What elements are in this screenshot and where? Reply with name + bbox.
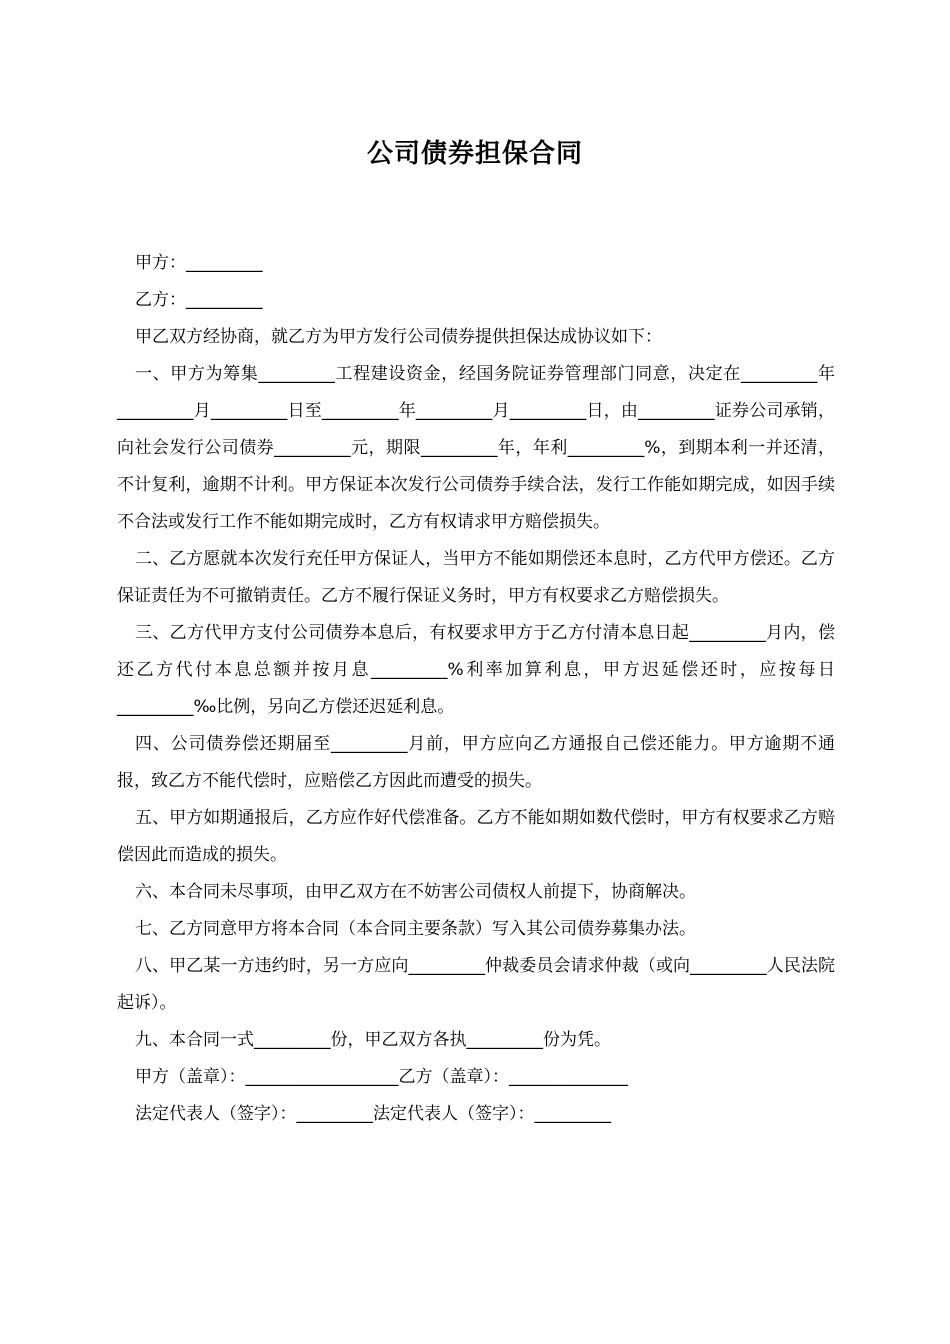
clause-6: 六、本合同未尽事项，由甲乙双方在不妨害公司债权人前提下，协商解决。 xyxy=(135,882,696,902)
representative-signature-line: 法定代表人（签字）：_________法定代表人（签字）：_________ xyxy=(135,1104,611,1124)
clause-9: 九、本合同一式_________份，甲乙双方各执_________份为凭。 xyxy=(135,1030,611,1050)
document-title: 公司债券担保合同 xyxy=(366,139,583,169)
seal-line: 甲方（盖章）：__________________乙方（盖章）：______________ xyxy=(135,1067,628,1087)
intro-paragraph: 甲乙双方经协商，就乙方为甲方发行公司债券提供担保达成协议如下： xyxy=(135,327,662,347)
party-a-line: 甲方：_________ xyxy=(135,253,263,273)
clause-2: 二、乙方愿就本次发行充任甲方保证人，当甲方不能如期偿还本息时，乙方代甲方偿还。乙方保证责任为不可撤销责任。乙方不履行保证义务时，甲方有权要求乙方赔偿损失。 xyxy=(117,549,835,606)
clause-4: 四、公司债券偿还期届至_________月前，甲方应向乙方通报自己偿还能力。甲方逾期不通报，致乙方不能代偿时，应赔偿乙方因此而遭受的损失。 xyxy=(117,734,835,791)
party-b-line: 乙方：_________ xyxy=(135,290,263,310)
clause-1: 一、甲方为筹集_________工程建设资金，经国务院证券管理部门同意，决定在_________年_________月_________日至_________年_________月_________日，由_________证券公司承销，向社会发行公司债券_________元，期限_________年，年利_________%，到期本利一并还清，不计复利，逾期不计利。甲方保证本次发行公司债券手续合法，发行工作能如期完成，如因手续不合法或发行工作不能如期完成时，乙方有权请求甲方赔偿损失。 xyxy=(117,364,835,532)
clause-5: 五、甲方如期通报后，乙方应作好代偿准备。乙方不能如期如数代偿时，甲方有权要求乙方赔偿因此而造成的损失。 xyxy=(117,808,835,865)
clause-3: 三、乙方代甲方支付公司债券本息后，有权要求甲方于乙方付清本息日起_________月内，偿还乙方代付本息总额并按月息_________%利率加算利息，甲方迟延偿还时，应按每日_________‰比例，另向乙方偿还迟延利息。 xyxy=(117,623,835,717)
clause-8: 八、甲乙某一方违约时，另一方应向_________仲裁委员会请求仲裁（或向_________人民法院起诉）。 xyxy=(117,956,835,1013)
contract-body xyxy=(117,245,835,1133)
clause-7: 七、乙方同意甲方将本合同（本合同主要条款）写入其公司债券募集办法。 xyxy=(135,919,696,939)
